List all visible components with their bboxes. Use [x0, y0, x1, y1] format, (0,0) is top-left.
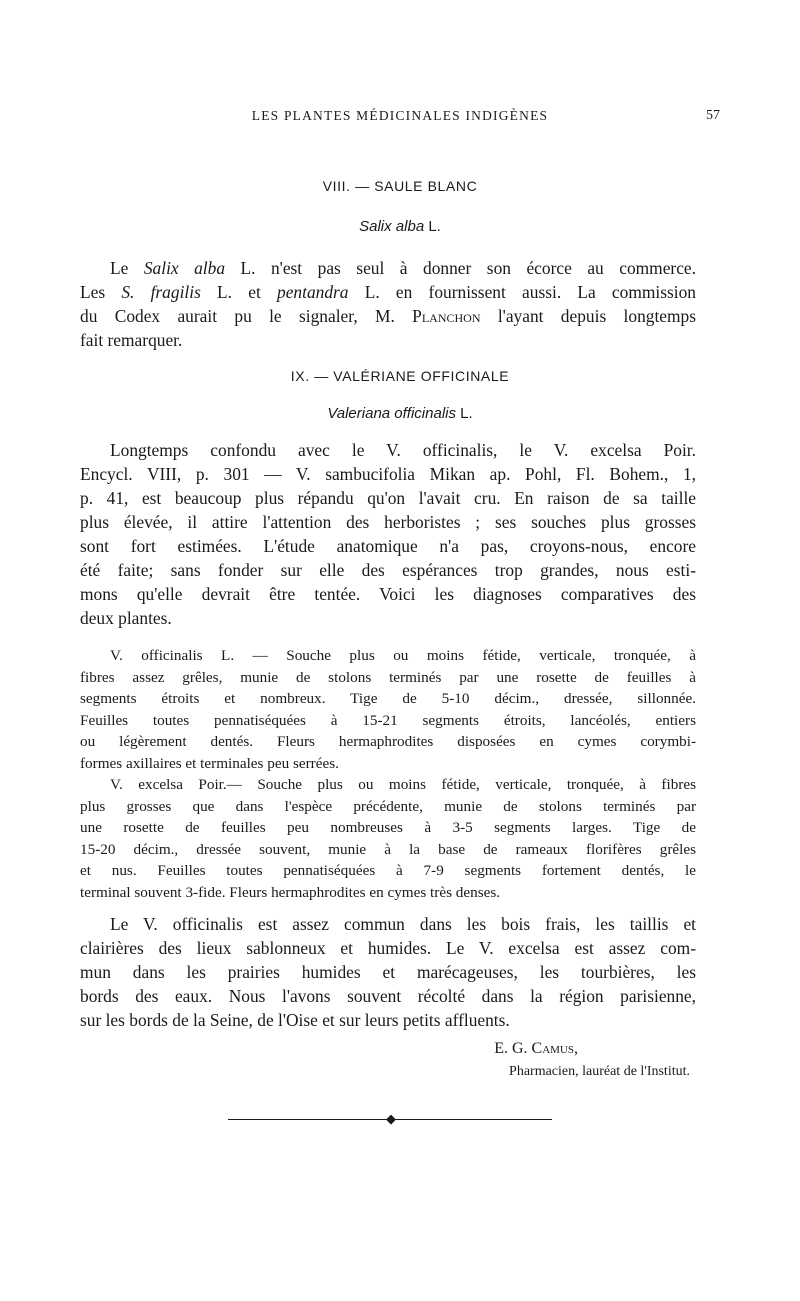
diagnosis-line: 15-20 décim., dressée souvent, munie à la base de rameaux florifères grêles [80, 840, 696, 858]
diagnosis-line: fibres assez grêles, munie de stolons terminés par une rosette de feuilles à [80, 668, 696, 686]
section-9-species-author: L. [460, 405, 473, 422]
paragraph-line: Longtemps confondu avec le V. officinalis, le V. excelsa Poir. [110, 440, 696, 460]
signature [80, 1040, 690, 1080]
running-title: LES PLANTES MÉDICINALES INDIGÈNES [251, 108, 549, 123]
section-9-title: IX. — VALÉRIANE OFFICINALE [290, 368, 510, 384]
paragraph-line: deux plantes. [80, 608, 172, 628]
paragraph-line: Le Salix alba L. n'est pas seul à donner son écorce au commerce. [110, 258, 696, 278]
diagnosis-line: V. excelsa Poir.— Souche plus ou moins fétide, verticale, tronquée, à fibres [110, 776, 696, 793]
diagnosis-line: V. officinalis L. — Souche plus ou moins fétide, verticale, tronquée, à [110, 647, 696, 664]
paragraph-line: fait remarquer. [80, 330, 183, 350]
diagnosis-line: terminal souvent 3-fide. Fleurs hermaphrodites en cymes très denses. [80, 883, 501, 901]
signature-name: E. G. Camus, [494, 1040, 578, 1057]
section-9-paragraph [80, 438, 696, 630]
diagnosis-line: formes axillaires et terminales peu serrées. [80, 754, 339, 772]
paragraph-line: bords des eaux. Nous l'avons souvent récolté dans la région parisienne, [80, 986, 696, 1006]
diagnosis-line: plus grosses que dans l'espèce précédente, munie de stolons terminés par [80, 797, 696, 815]
paragraph-line: Les S. fragilis L. et pentandra L. en fournissent aussi. La commission [80, 282, 696, 302]
page-number: 57 [706, 108, 720, 123]
diagnosis-officinalis [80, 645, 696, 774]
paragraph-line: p. 41, est beaucoup plus répandu qu'on l'avait cru. En raison de sa taille [80, 488, 696, 508]
section-9-species [80, 405, 720, 422]
paragraph-line: Encycl. VIII, p. 301 — V. sambucifolia Mikan ap. Pohl, Fl. Bohem., 1, [80, 464, 696, 484]
diagnosis-line: et nus. Feuilles toutes pennatiséquées à 7-9 segments fortement dentés, le [80, 862, 696, 879]
paragraph-line: clairières des lieux sablonneux et humides. Le V. excelsa est assez com- [80, 938, 696, 958]
running-head [80, 108, 720, 130]
diagnosis-line: ou légèrement dentés. Fleurs hermaphrodites disposées en cymes corymbi- [80, 733, 696, 750]
diagnosis-line: une rosette de feuilles peu nombreuses à 3-5 segments larges. Tige de [80, 819, 696, 836]
diagnosis-line: Feuilles toutes pennatiséquées à 15-21 segments étroits, lancéolés, entiers [80, 711, 696, 729]
paragraph-line: mun dans les prairies humides et marécageuses, les tourbières, les [80, 962, 696, 982]
section-8-species-author: L. [428, 218, 441, 235]
signature-role: Pharmacien, lauréat de l'Institut. [509, 1064, 690, 1079]
paragraph-line: du Codex aurait pu le signaler, M. Planchon l'ayant depuis longtemps [80, 306, 696, 326]
diamond-ornament-icon: ◆ [386, 1111, 396, 1126]
paragraph-line: plus élevée, il attire l'attention des herboristes ; ses souches plus grosses [80, 512, 696, 532]
final-paragraph [80, 912, 696, 1032]
paragraph-line: mons qu'elle devrait être tentée. Voici les diagnoses comparatives des [80, 584, 696, 604]
section-8-species [80, 218, 720, 235]
paragraph-line: sur les bords de la Seine, de l'Oise et sur leurs petits affluents. [80, 1010, 510, 1030]
section-8-species-italic: Salix alba [359, 218, 425, 235]
section-9-species-italic: Valeriana officinalis [327, 405, 456, 422]
diagnosis-line: segments étroits et nombreux. Tige de 5-10 décim., dressée, sillonnée. [80, 690, 696, 707]
paragraph-line: Le V. officinalis est assez commun dans les bois frais, les taillis et [110, 914, 696, 934]
diagnosis-excelsa [80, 774, 696, 903]
paragraph-line: été faite; sans fonder sur elle des espérances trop grandes, nous esti- [80, 560, 696, 580]
section-8-title: VIII. — SAULE BLANC [322, 178, 478, 194]
section-8-paragraph [80, 256, 696, 352]
paragraph-line: sont fort estimées. L'étude anatomique n'a pas, croyons-nous, encore [80, 536, 696, 556]
